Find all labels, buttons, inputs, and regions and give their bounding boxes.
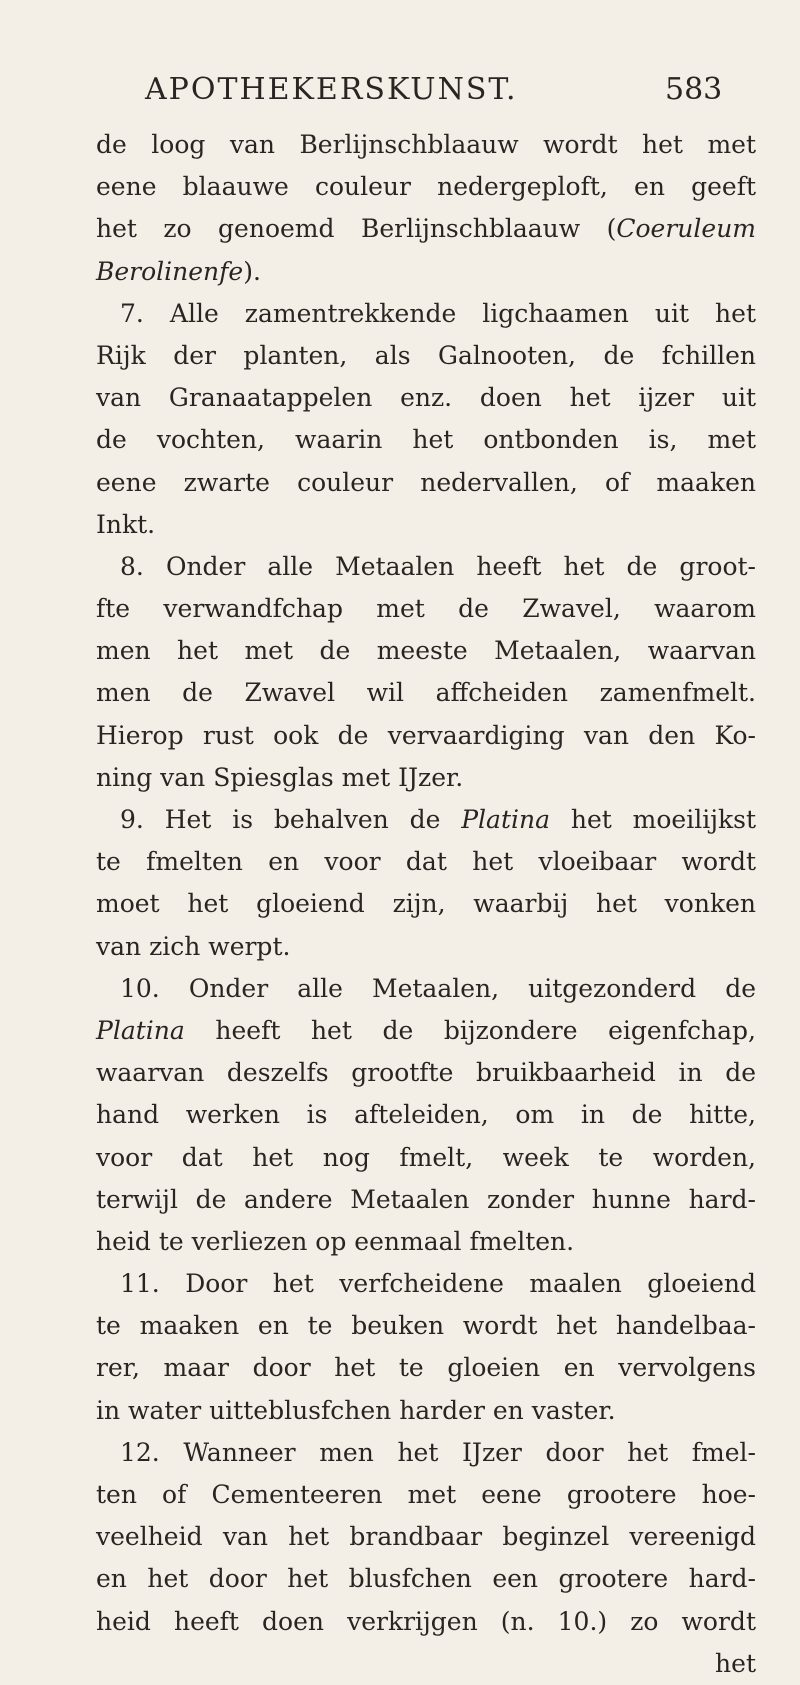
text-line: voor dat het nog fmelt, week te worden, xyxy=(96,1142,756,1172)
text-line: de loog van Berlijnschblaauw wordt het met xyxy=(96,130,756,159)
text-line: men het met de meeste Metaalen, waarvan xyxy=(96,636,756,666)
body-text xyxy=(96,124,756,1685)
text-line: Berolinenfe). xyxy=(96,256,261,286)
text-line: fte verwandfchap met de Zwavel, waarom xyxy=(96,594,756,624)
text-line: te fmelten en voor dat het vloeibaar wordt xyxy=(96,847,756,877)
text-line: en het door het blusfchen een grootere hard- xyxy=(96,1564,756,1594)
text-line: ten of Cementeeren met eene grootere hoe- xyxy=(96,1480,756,1509)
text-line: 8. Onder alle Metaalen heeft het de groot- xyxy=(120,551,756,581)
text-line: eene zwarte couleur nedervallen, of maaken xyxy=(96,467,756,497)
text-line: heid te verliezen op eenmaal fmelten. xyxy=(96,1226,575,1256)
text-line: 9. Het is behalven de Platina het moeilijkst xyxy=(120,805,756,834)
text-line: ning van Spiesglas met IJzer. xyxy=(96,762,464,792)
running-head xyxy=(145,72,745,107)
text-line: 11. Door het verfcheidene maalen gloeiend xyxy=(120,1269,756,1299)
text-line: hand werken is afteleiden, om in de hitte, xyxy=(96,1100,756,1130)
text-line: 12. Wanneer men het IJzer door het fmel- xyxy=(120,1437,756,1467)
text-line: het xyxy=(715,1648,756,1678)
text-line: van Granaatappelen enz. doen het ijzer uit xyxy=(96,383,756,413)
text-line: 7. Alle zamentrekkende ligchaamen uit het xyxy=(120,298,756,328)
text-line: rer, maar door het te gloeien en vervolgens xyxy=(96,1353,756,1383)
text-line: waarvan deszelfs grootfte bruikbaarheid in de xyxy=(96,1058,756,1088)
text-line: eene blaauwe couleur nedergeploft, en geeft xyxy=(96,172,756,202)
text-line: 10. Onder alle Metaalen, uitgezonderd de xyxy=(120,973,756,1003)
text-line: te maaken en te beuken wordt het handelbaa- xyxy=(96,1311,756,1341)
text-line: Hierop rust ook de vervaardiging van den Ko- xyxy=(96,720,756,750)
text-line: in water uitteblusfchen harder en vaster. xyxy=(96,1395,616,1425)
text-line: het zo genoemd Berlijnschblaauw (Coeruleum xyxy=(96,214,756,244)
text-line: Inkt. xyxy=(96,509,156,539)
running-title: APOTHEKERSKUNST. xyxy=(145,72,518,107)
text-line: moet het gloeiend zijn, waarbij het vonken xyxy=(96,889,756,919)
text-line: veelheid van het brandbaar beginzel vereenigd xyxy=(96,1522,756,1552)
text-line: heid heeft doen verkrijgen (n. 10.) zo wordt xyxy=(96,1606,756,1636)
text-line: terwijl de andere Metaalen zonder hunne hard- xyxy=(96,1184,756,1214)
text-line: van zich werpt. xyxy=(96,931,291,961)
text-line: men de Zwavel wil affcheiden zamenfmelt. xyxy=(96,678,756,708)
text-line: de vochten, waarin het ontbonden is, met xyxy=(96,425,756,455)
page-number: 583 xyxy=(665,72,723,107)
text-line: Rijk der planten, als Galnooten, de fchillen xyxy=(96,340,756,370)
text-line: Platina heeft het de bijzondere eigenfchap, xyxy=(96,1015,756,1045)
